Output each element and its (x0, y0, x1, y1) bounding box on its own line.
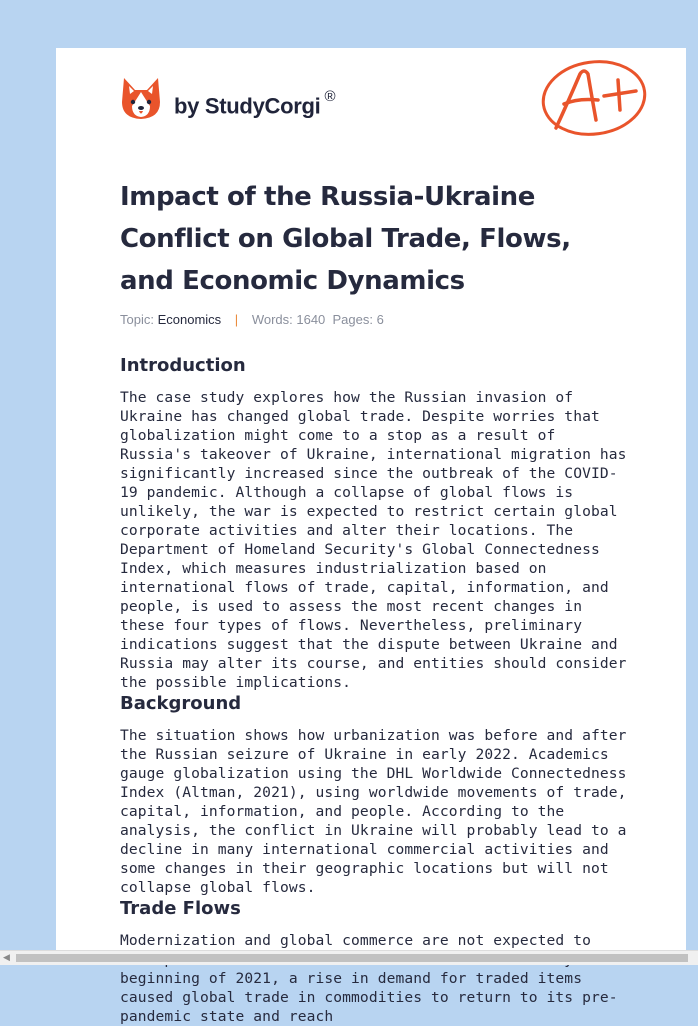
section-heading: Introduction (120, 355, 246, 376)
document-page (56, 48, 686, 1025)
meta-separator: | (234, 312, 239, 327)
section-paragraph: The case study explores how the Russian invasion of Ukraine has changed global trade. Despite worries that globalization might come to a stop as a result of Russia's takeover of Ukraine, international migration has significantly increased since the outbreak of the COVID-19 pandemic. Although a collapse of global flows is unlikely, the war is expected to restrict certain global corporate activities and alter their locations. The Department of Homeland Security's Global Connectedness Index, which measures industrialization based on international flows of trade, capital, information, and people, is used to assess the most recent changes in these four types of flows. Nevertheless, preliminary indications suggest that the dispute between Ukraine and Russia may alter its course, and entities should consider the possible implications. (120, 389, 627, 691)
registered-mark: ® (324, 88, 336, 105)
document-body (120, 354, 632, 1026)
section-heading: Background (120, 693, 242, 714)
brand-text: by StudyCorgi (174, 93, 321, 119)
word-count: Words: 1640 (251, 312, 326, 327)
page-count: Pages: 6 (332, 312, 384, 327)
topic-link[interactable]: Economics (157, 312, 222, 327)
topic-label: Topic: (120, 312, 154, 327)
horizontal-scrollbar[interactable] (0, 950, 698, 965)
section-paragraph: The situation shows how urbanization was before and after the Russian seizure of Ukraine in early 2022. Academics gauge globalization using the DHL Worldwide Connectedness Index (Altman, 2021), using worldwide movements of trade, capital, information, and people. According to the analysis, the conflict in Ukraine will probably lead to a decline in many international commercial activities and some changes in their geographic locations but will not collapse global flows. (120, 727, 627, 896)
a-plus-grade-icon (538, 58, 648, 144)
scrollbar-thumb[interactable] (16, 954, 688, 962)
document-meta (120, 312, 384, 327)
section-heading: Trade Flows (120, 898, 241, 919)
brand-name[interactable] (174, 88, 336, 119)
document-title: Impact of the Russia-Ukraine Conflict on Global Trade, Flows, and Economic Dynamics (120, 182, 571, 296)
section-paragraph: Modernization and global commerce are not expected to beginning of 2021, a rise in demand for traded items caused global trade in commodities to return to its pre-pandemic state and reach (120, 932, 618, 1025)
corgi-logo-icon[interactable] (120, 76, 162, 122)
scroll-left-arrow-icon[interactable]: ◀ (3, 953, 10, 963)
